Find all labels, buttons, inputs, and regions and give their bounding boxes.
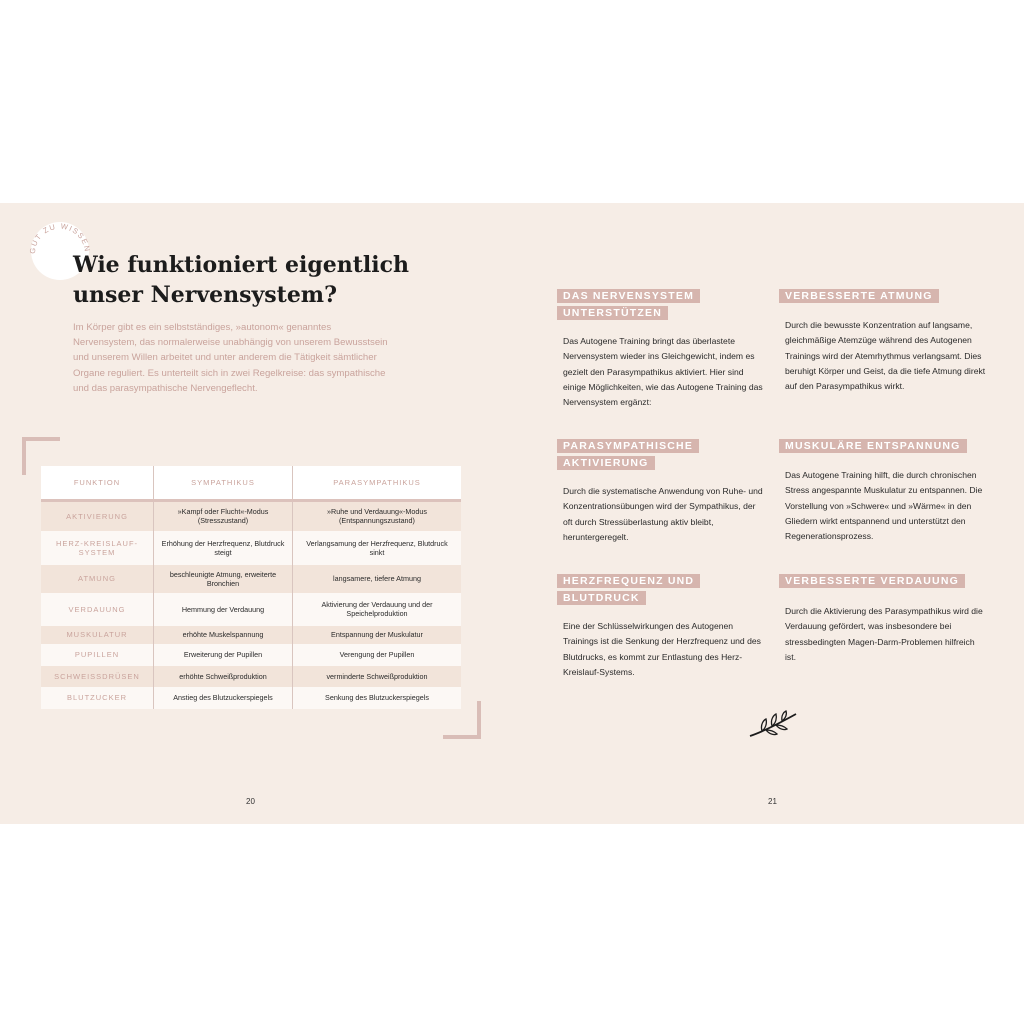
row-function: PUPILLEN bbox=[41, 644, 154, 666]
row-parasympathikus: Verlangsamung der Herzfrequenz, Blutdruck sinkt bbox=[293, 531, 462, 565]
section-title: MUSKULÄRE ENTSPANNUNG bbox=[779, 439, 967, 453]
row-sympathikus: Erhöhung der Herzfrequenz, Blutdruck steigt bbox=[154, 531, 293, 565]
row-parasympathikus: langsamere, tiefere Atmung bbox=[293, 565, 462, 593]
row-sympathikus: erhöhte Schweißproduktion bbox=[154, 666, 293, 687]
table-row bbox=[41, 565, 461, 593]
table-row bbox=[41, 644, 461, 666]
row-function: VERDAUUNG bbox=[41, 593, 154, 626]
section-title: VERBESSERTE ATMUNG bbox=[779, 289, 939, 303]
section-body: Das Autogene Training hilft, die durch chronischen Stress angespannte Muskulatur zu entspannen. Die Vorstellung von »Schwere« und »Wärme« in den Gliedern wirkt entspannend und unterstützt den Regenerationsprozess. bbox=[785, 470, 983, 542]
comparison-table bbox=[41, 466, 461, 709]
badge-label: GUT ZU WISSEN bbox=[27, 221, 93, 255]
table-row bbox=[41, 687, 461, 709]
row-function: AKTIVIERUNG bbox=[41, 501, 154, 531]
row-function: BLUTZUCKER bbox=[41, 687, 154, 709]
row-function: SCHWEISSDRÜSEN bbox=[41, 666, 154, 687]
section-parasympathisch bbox=[557, 437, 717, 471]
header-sympathikus: SYMPATHIKUS bbox=[154, 466, 293, 501]
row-sympathikus: beschleunigte Atmung, erweiterte Bronchien bbox=[154, 565, 293, 593]
section-muskulatur bbox=[779, 437, 979, 454]
row-parasympathikus: Aktivierung der Verdauung und der Speichelproduktion bbox=[293, 593, 462, 626]
section-body: Durch die Aktivierung des Parasympathikus wird die Verdauung gefördert, was insbesondere bei stressbedingten Magen-Darm-Problemen hilfreich ist. bbox=[785, 606, 983, 662]
title-line-2: unser Nervensystem? bbox=[73, 282, 337, 308]
table-row bbox=[41, 501, 461, 531]
row-function: MUSKULATUR bbox=[41, 626, 154, 644]
section-body: Eine der Schlüsselwirkungen des Autogenen Trainings ist die Senkung der Herzfrequenz und des Blutdrucks, es kommt zur Entlastung des Herz-Kreislauf-Systems. bbox=[563, 621, 761, 677]
row-parasympathikus: verminderte Schweißproduktion bbox=[293, 666, 462, 687]
row-parasympathikus: Entspannung der Muskulatur bbox=[293, 626, 462, 644]
intro-paragraph: Im Körper gibt es ein selbstständiges, »autonom« genanntes Nervensystem, das normalerweise unabhängig von unserem Bewusstsein und unserem Willen arbeitet und unter anderem die Tätigkeit sämtlicher Organe reguliert. Es unterteilt sich in zwei Regelkreise: das sympathische und das parasympathische Nervengeflecht. bbox=[73, 322, 388, 394]
section-body: Durch die bewusste Konzentration auf langsame, gleichmäßige Atemzüge während des Autogenen Trainings wird der Atemrhythmus verlangsamt. Dies beruhigt Körper und Geist, da die tiefe Atmung direkt auf den Parasympathikus wirkt. bbox=[785, 320, 986, 392]
row-parasympathikus: »Ruhe und Verdauung«-Modus (Entspannungszustand) bbox=[293, 501, 462, 531]
table-row bbox=[41, 666, 461, 687]
section-title: HERZFREQUENZ UND BLUTDRUCK bbox=[557, 574, 700, 605]
section-body: Das Autogene Training bringt das überlastete Nervensystem wieder ins Gleichgewicht, indem es gezielt den Parasympathikus aktiviert. Hier sind einige Möglichkeiten, wie das Autogene Training das Nervensystem ergänzt: bbox=[563, 336, 763, 408]
row-parasympathikus: Senkung des Blutzuckerspiegels bbox=[293, 687, 462, 709]
row-sympathikus: Hemmung der Verdauung bbox=[154, 593, 293, 626]
leaf-sprig-icon bbox=[748, 710, 800, 740]
header-funktion: FUNKTION bbox=[41, 466, 154, 501]
table-row bbox=[41, 626, 461, 644]
row-function: ATMUNG bbox=[41, 565, 154, 593]
table-row bbox=[41, 531, 461, 565]
row-parasympathikus: Verengung der Pupillen bbox=[293, 644, 462, 666]
section-verdauung bbox=[779, 572, 979, 589]
section-nervensystem bbox=[557, 287, 707, 321]
title-line-1: Wie funktioniert eigentlich bbox=[73, 252, 409, 278]
header-parasympathikus: PARASYMPATHIKUS bbox=[293, 466, 462, 501]
section-body: Durch die systematische Anwendung von Ruhe- und Konzentrationsübungen wird der Sympathikus, der oft durch Stressüberlastung aktiv bleibt, heruntergeregelt. bbox=[563, 486, 763, 542]
page-title bbox=[73, 250, 433, 310]
section-title: DAS NERVENSYSTEM UNTERSTÜTZEN bbox=[557, 289, 700, 320]
section-title: VERBESSERTE VERDAUUNG bbox=[779, 574, 965, 588]
row-sympathikus: Erweiterung der Pupillen bbox=[154, 644, 293, 666]
table-row bbox=[41, 593, 461, 626]
row-sympathikus: erhöhte Muskelspannung bbox=[154, 626, 293, 644]
page-number-right: 21 bbox=[768, 797, 777, 806]
section-atmung bbox=[779, 287, 979, 304]
section-title: PARASYMPATHISCHE AKTIVIERUNG bbox=[557, 439, 699, 470]
row-function: HERZ-KREISLAUF-SYSTEM bbox=[41, 531, 154, 565]
row-sympathikus: »Kampf oder Flucht«-Modus (Stresszustand) bbox=[154, 501, 293, 531]
row-sympathikus: Anstieg des Blutzuckerspiegels bbox=[154, 687, 293, 709]
section-herzfrequenz bbox=[557, 572, 707, 606]
page-number-left: 20 bbox=[246, 797, 255, 806]
